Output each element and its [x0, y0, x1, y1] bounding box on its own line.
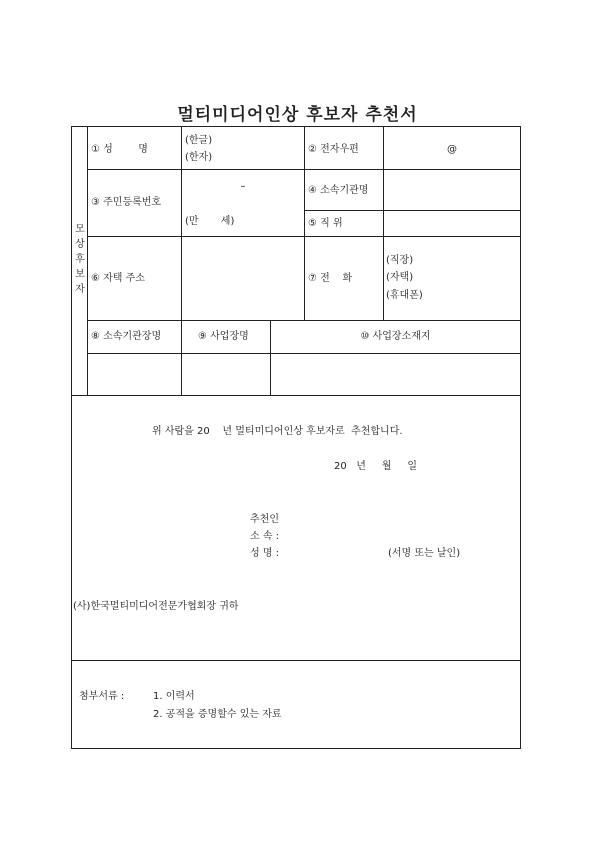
business-address-label: ⑩ 사업장소재지	[360, 331, 431, 342]
sign-note: (서명 또는 날인)	[388, 548, 461, 559]
phone-home-field[interactable]: (자택)	[386, 272, 414, 283]
col-2	[304, 126, 305, 321]
side-label	[73, 222, 87, 297]
phone-work-field[interactable]: (직장)	[386, 255, 414, 266]
date-line[interactable]: 20 년 월 일	[334, 461, 418, 472]
row-3	[87, 236, 521, 237]
org-head-label: ⑧ 소속기관장명	[91, 331, 162, 342]
signer-name-field[interactable]: 성 명 :	[250, 548, 280, 559]
attachments-label: 첨부서류 :	[79, 691, 125, 702]
home-address-label: ⑥ 자택 주소	[91, 273, 145, 284]
statement-text: 위 사람을 20 년 멀티미디어인상 후보자로 추천합니다.	[152, 426, 403, 437]
attachment-item: 1. 이력서	[153, 691, 195, 702]
name-hanja-field[interactable]: (한자)	[185, 152, 213, 163]
side-label-char: 후	[75, 254, 85, 265]
frame-right	[520, 126, 521, 749]
attachment-item: 2. 공적을 증명할수 있는 자료	[153, 709, 282, 720]
rrn-field[interactable]: –	[240, 181, 246, 192]
table-bottom	[71, 395, 521, 396]
frame-left	[71, 126, 72, 749]
side-label-char: 모	[75, 224, 85, 235]
page-title: 멀티미디어인상 후보자 추천서	[177, 105, 418, 125]
row-4	[87, 320, 521, 321]
email-label: ② 전자우편	[308, 144, 359, 155]
row-6	[71, 660, 521, 661]
recommender-label: 추천인	[250, 514, 279, 525]
rrn-label: ③ 주민등록번호	[91, 197, 162, 208]
side-label-char: 자	[75, 284, 85, 295]
affiliation-field[interactable]: 소 속 :	[250, 531, 280, 542]
business-name-label: ⑨ 사업장명	[198, 331, 249, 342]
email-field[interactable]: @	[447, 144, 457, 155]
org-name-label: ④ 소속기관명	[308, 185, 369, 196]
row-5	[87, 353, 521, 354]
phone-label: ⑦ 전 화	[308, 273, 353, 284]
row-2	[304, 210, 521, 211]
side-label-char: 보	[75, 269, 85, 280]
col-1	[181, 126, 182, 395]
age-field[interactable]: (만 세)	[185, 216, 235, 227]
frame-bottom	[71, 748, 521, 749]
row-1	[87, 169, 521, 170]
frame-top	[71, 126, 521, 127]
name-hangul-field[interactable]: (한글)	[185, 135, 213, 146]
addressee-text: (사)한국멀티미디어전문가협회장 귀하	[73, 601, 239, 612]
side-divider	[87, 126, 88, 395]
phone-mobile-field[interactable]: (휴대폰)	[386, 290, 423, 301]
side-label-char: 상	[75, 239, 85, 250]
name-label: ① 성 명	[91, 144, 148, 155]
position-label: ⑤ 직 위	[308, 218, 343, 229]
